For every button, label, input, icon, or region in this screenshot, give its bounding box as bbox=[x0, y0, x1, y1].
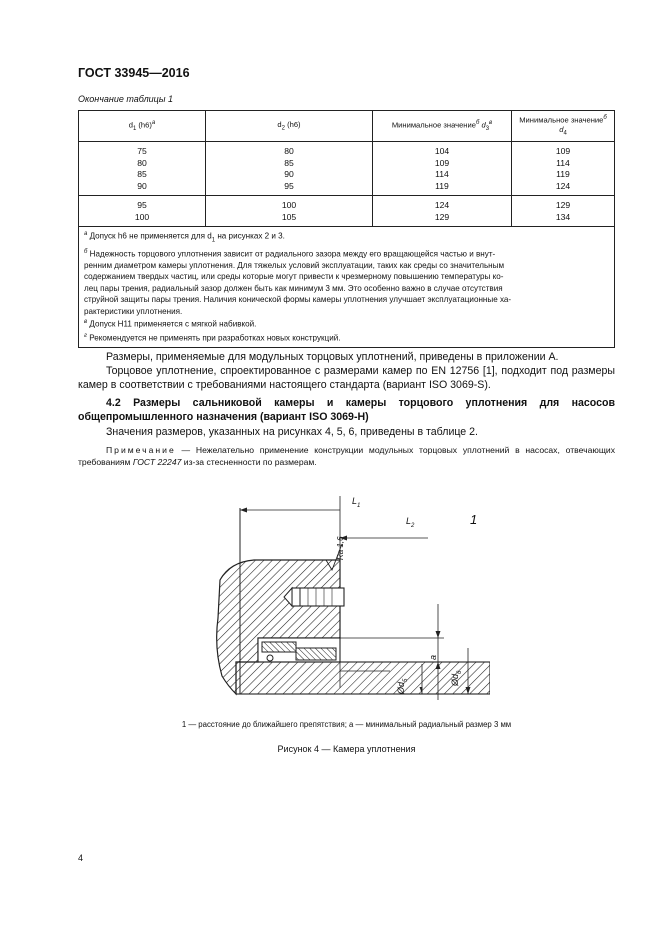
header-d1: $d_1$ $(h6)^а$ bbox=[79, 111, 206, 142]
section-4-2-title: 4.2 Размеры сальниковой камеры и камеры торцового уплотнения для насосов общепромышленного назначения (вариант ISO 3069-H) bbox=[78, 397, 615, 423]
label-l1: $L_1$ bbox=[352, 496, 361, 509]
header-d2: $d_2$ (h6) bbox=[206, 111, 373, 142]
cell-d4-group2: 129 134 bbox=[512, 196, 615, 227]
footnote-d: $^г$ Рекомендуется не применять при разработках новых конструкций. bbox=[84, 332, 341, 343]
label-1: 1 bbox=[470, 512, 478, 527]
note-paragraph: Примечание — Нежелательно применение конструкции модульных торцовых уплотнений в насосах, отвечающих требованиям ГОСТ 22247 из-за стесненности по размерам. bbox=[78, 445, 615, 467]
cell-d2-group2: 100 105 bbox=[206, 196, 373, 227]
footnote-b: $^б$ Надежность торцового уплотнения зависит от радиального зазора между его вращающейся частью и внут- bbox=[84, 248, 496, 259]
cell-d2-group1: 80 85 90 95 bbox=[206, 142, 373, 196]
cell-d4-group1: 109 114 119 124 bbox=[512, 142, 615, 196]
page-number: 4 bbox=[78, 853, 84, 863]
label-ra: Ra 1,6 bbox=[336, 536, 345, 560]
document-header: ГОСТ 33945—2016 bbox=[78, 66, 190, 80]
table-header-row bbox=[79, 111, 615, 142]
label-d5: $Ød_5$ bbox=[396, 678, 409, 694]
table-notes-row bbox=[79, 227, 615, 348]
footnote-c: $^в$ Допуск H11 применяется с мягкой набивкой. bbox=[84, 319, 257, 330]
section-4-2-text: Значения размеров, указанных на рисунках 4, 5, 6, приведены в таблице 2. bbox=[106, 426, 478, 438]
seal-rotating-ring bbox=[296, 648, 336, 660]
table-group-1 bbox=[79, 142, 615, 196]
table-group-2 bbox=[79, 196, 615, 227]
paragraph-2: Торцовое уплотнение, спроектированное с размерами камер по EN 12756 [1], подходит под размеры камер в соответствии с требованиями настоящего стандарта (вариант ISO 3069-S). bbox=[78, 365, 615, 391]
label-a: a bbox=[428, 654, 438, 660]
table-1 bbox=[78, 110, 615, 348]
header-d3: Минимальное значение$^б$ $d_3^в$ bbox=[373, 111, 512, 142]
cell-d3-group1: 104 109 114 119 bbox=[373, 142, 512, 196]
cell-d1-group1: 75 80 85 90 bbox=[79, 142, 206, 196]
header-d4: Минимальное значение$^б$ $d_4$ bbox=[512, 111, 615, 142]
table-footnotes: $^а$ Допуск h6 не применяется для $d_1$ на рисунках 2 и 3. $^б$ Надежность торцового уплотнения зависит от радиального зазора между его вращающейся частью и внут- ренним диаметром камеры уплотнения. Для тяжелых условий эксплуатации, таких как среды со значительным содержанием твердых частиц, или среды которые могут привести к чрезмерному повышению температуры ко- лец пары трения, радиальный зазор должен быть как минимум 3 мм. Это особенно важно в случае отсутствия струйной защиты пары трения. Наличия конической формы камеры уплотнения улучшает эксплуатационные ха- рактеристики уплотнения. $^в$ Допуск H11 применяется с мягкой набивкой. $^г$ Рекомендуется не применять при разработках новых конструкций. bbox=[79, 227, 615, 348]
table-caption: Окончание таблицы 1 bbox=[78, 94, 173, 104]
cell-d3-group2: 124 129 bbox=[373, 196, 512, 227]
label-l2: $L_2$ bbox=[406, 516, 415, 529]
figure-4-drawing bbox=[200, 488, 490, 713]
cell-d1-group2: 95 100 bbox=[79, 196, 206, 227]
paragraph-1: Размеры, применяемые для модульных торцовых уплотнений, приведены в приложении А. bbox=[106, 351, 559, 363]
footnote-a: $^а$ Допуск h6 не применяется для $d_1$ на рисунках 2 и 3. bbox=[84, 231, 285, 244]
seal-ring bbox=[262, 642, 296, 652]
figure-legend: 1 — расстояние до ближайшего препятствия; a — минимальный радиальный размер 3 мм bbox=[181, 720, 512, 729]
figure-caption: Рисунок 4 — Камера уплотнения bbox=[277, 744, 416, 754]
label-d6: $Ød_6$ bbox=[450, 670, 463, 686]
